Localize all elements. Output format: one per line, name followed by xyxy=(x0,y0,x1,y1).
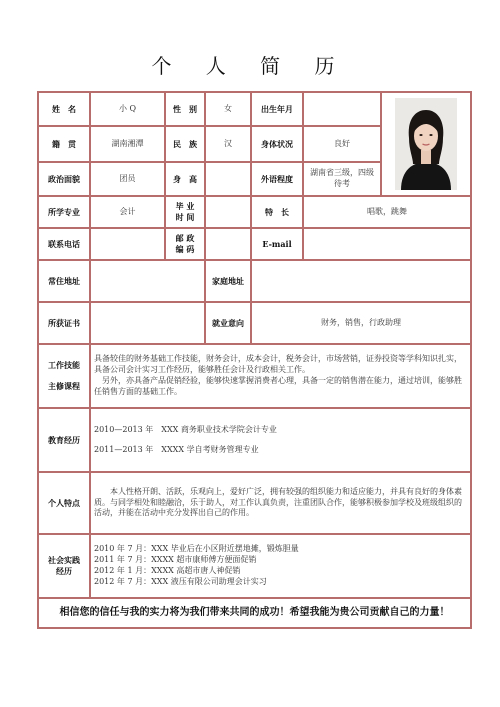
birth-label: 出生年月 xyxy=(251,92,303,126)
email-label: E-mail xyxy=(251,228,303,260)
origin-label: 籍 贯 xyxy=(38,126,90,162)
practice-item: 2012 年 1 月：XXXX 高超市唐人神促销 xyxy=(94,566,241,575)
phone-value xyxy=(90,228,165,260)
language-line-2: 待考 xyxy=(334,179,350,188)
practice-item: 2011 年 7 月：XXXX 超市康师傅方便面促销 xyxy=(94,555,257,565)
education-content xyxy=(90,408,471,472)
gender-label: 性 别 xyxy=(165,92,205,126)
health-value: 良好 xyxy=(303,126,381,162)
practice-label-line-1: 社会实践 xyxy=(48,555,80,566)
political-label: 政治面貌 xyxy=(38,162,90,196)
practice-label xyxy=(38,534,90,598)
job-intent-label: 就业意向 xyxy=(205,302,251,344)
practice-item: 2010 年 7 月：XXX 毕业后在小区附近摆地摊，锻炼胆量 xyxy=(94,544,299,554)
height-value xyxy=(205,162,251,196)
zip-label-line-2: 编 码 xyxy=(175,244,195,254)
graduation-label-line-2: 时 间 xyxy=(175,212,195,222)
resume-table xyxy=(37,91,472,629)
major-label: 所学专业 xyxy=(38,196,90,228)
ethnic-value: 汉 xyxy=(205,126,251,162)
language-label: 外语程度 xyxy=(251,162,303,196)
gender-value: 女 xyxy=(205,92,251,126)
email-value xyxy=(303,228,471,260)
zip-label-line-1: 邮 政 xyxy=(175,233,195,244)
health-label: 身体状况 xyxy=(251,126,303,162)
practice-label-line-2: 经历 xyxy=(56,566,72,576)
language-line-1: 湖南省三级，四级 xyxy=(310,168,374,178)
photo-cell xyxy=(381,92,471,196)
education-label: 教育经历 xyxy=(38,408,90,472)
certificate-label: 所获证书 xyxy=(38,302,90,344)
address-label: 常住地址 xyxy=(38,260,90,302)
name-value: 小 Q xyxy=(90,92,165,126)
job-intent-value: 财务，销售，行政助理 xyxy=(251,302,471,344)
major-value: 会计 xyxy=(90,196,165,228)
home-address-label: 家庭地址 xyxy=(205,260,251,302)
language-value xyxy=(303,162,381,196)
birth-value xyxy=(303,92,381,126)
resume-title: 个 人 简 历 xyxy=(151,54,349,78)
specialty-value: 唱歌，跳舞 xyxy=(303,196,471,228)
origin-value: 湖南湘潭 xyxy=(90,126,165,162)
certificate-value xyxy=(90,302,205,344)
education-item: 2010—2013 年 XXX 商务职业技术学院会计专业 xyxy=(94,424,277,434)
height-label: 身 高 xyxy=(165,162,205,196)
zip-value xyxy=(205,228,251,260)
education-item: 2011—2013 年 XXXX 学自考财务管理专业 xyxy=(94,444,259,454)
ethnic-label: 民 族 xyxy=(165,126,205,162)
name-label: 姓 名 xyxy=(38,92,90,126)
skills-paragraph-1: 具备较佳的财务基础工作技能，财务会计，成本会计，税务会计，市场营销，证券投资等学科知识扎实，具备公司会计实习工作经历，能够胜任会计及行政相关工作。 xyxy=(94,354,462,375)
graduation-label xyxy=(165,196,205,228)
practice-item: 2012 年 7 月：XXX 液压有限公司助理会计实习 xyxy=(94,576,267,586)
graduation-label-line-1: 毕 业 xyxy=(175,201,195,212)
skills-label-line-2: 主修课程 xyxy=(48,381,80,391)
profile-photo xyxy=(395,98,457,190)
address-value xyxy=(90,260,205,302)
traits-label: 个人特点 xyxy=(38,472,90,534)
zip-label xyxy=(165,228,205,260)
closing-statement: 相信您的信任与我的实力将为我们带来共同的成功！希望我能为贵公司贡献自己的力量！ xyxy=(38,598,471,628)
phone-label: 联系电话 xyxy=(38,228,90,260)
traits-content: 本人性格开朗、活跃，乐观向上，爱好广泛，拥有较强的组织能力和适应能力，并具有良好的身体素质。与同学相处和睦融洽，乐于助人，对工作认真负责，注重团队合作，能够积极参加学校及班级组织的活动，并能在活动中充分发挥出自己的作用。 xyxy=(90,472,471,534)
political-value: 团员 xyxy=(90,162,165,196)
skills-paragraph-2: 另外，亦具备产品促销经验，能够快速掌握消费者心理，具备一定的销售潜在能力，通过培训，能够胜任销售方面的基础工作。 xyxy=(94,376,462,396)
skills-label xyxy=(38,344,90,408)
skills-content xyxy=(90,344,471,408)
specialty-label: 特 长 xyxy=(251,196,303,228)
home-address-value xyxy=(251,260,471,302)
practice-content xyxy=(90,534,471,598)
graduation-value xyxy=(205,196,251,228)
skills-label-line-1: 工作技能 xyxy=(48,360,80,371)
